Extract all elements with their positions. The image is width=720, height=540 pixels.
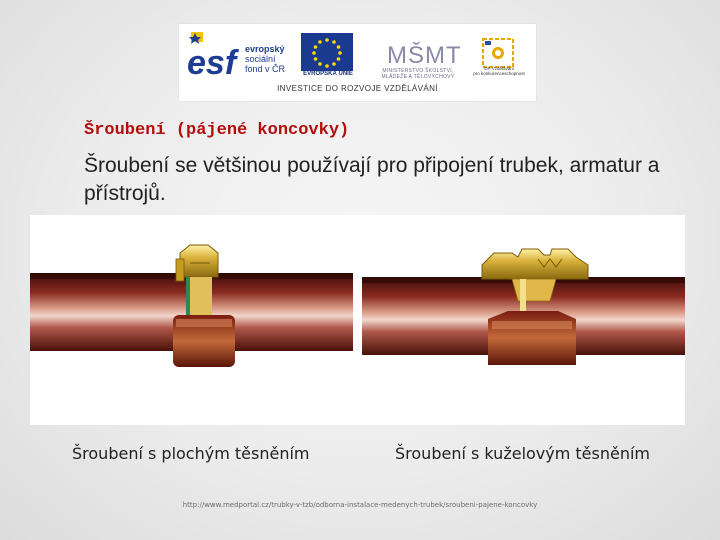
- eu-flag-icon: [301, 30, 353, 76]
- slide-body-text: Šroubení se většinou používají pro připojení trubek, armatur a přístrojů.: [84, 154, 660, 205]
- esf-line-2: sociální: [245, 54, 276, 64]
- msmt-line-2: MLÁDEŽE A TĚLOVÝCHOVY: [381, 74, 455, 80]
- banner-caption: INVESTICE DO ROZVOJE VZDĚLÁVÁNÍ: [277, 84, 438, 93]
- conical-seal-union-image: [362, 215, 685, 425]
- esf-line-3: fond v ČR: [245, 64, 286, 74]
- source-url-link[interactable]: http://www.medportal.cz/trubky-v-tzb/odborna-instalace-medenych-trubek/sroubeni-pajene-koncovky: [182, 501, 538, 509]
- flat-seal-union-image: [30, 215, 353, 425]
- eu-caption: EVROPSKÁ UNIE: [303, 71, 353, 77]
- fittings-photo-panel: [30, 215, 685, 425]
- esf-mark: esf: [187, 44, 237, 82]
- logo-banner: [179, 24, 536, 101]
- esf-line-1: evropský: [245, 44, 285, 54]
- msmt-mark: MŠMT: [387, 42, 462, 69]
- msmt-line-1: MINISTERSTVO ŠKOLSTVÍ,: [382, 68, 454, 74]
- esf-logo: [185, 30, 297, 84]
- caption-flat-seal: Šroubení s plochým těsněním: [72, 444, 310, 463]
- msmt-caption: [373, 68, 463, 80]
- op-line-2: pro konkurenceschopnost: [473, 71, 525, 76]
- op-line-1: OP Vzdělávání: [484, 66, 514, 71]
- caption-conical-seal: Šroubení s kuželovým těsněním: [395, 444, 651, 463]
- slide-title: Šroubení (pájené koncovky): [84, 121, 350, 140]
- op-caption: [463, 66, 535, 76]
